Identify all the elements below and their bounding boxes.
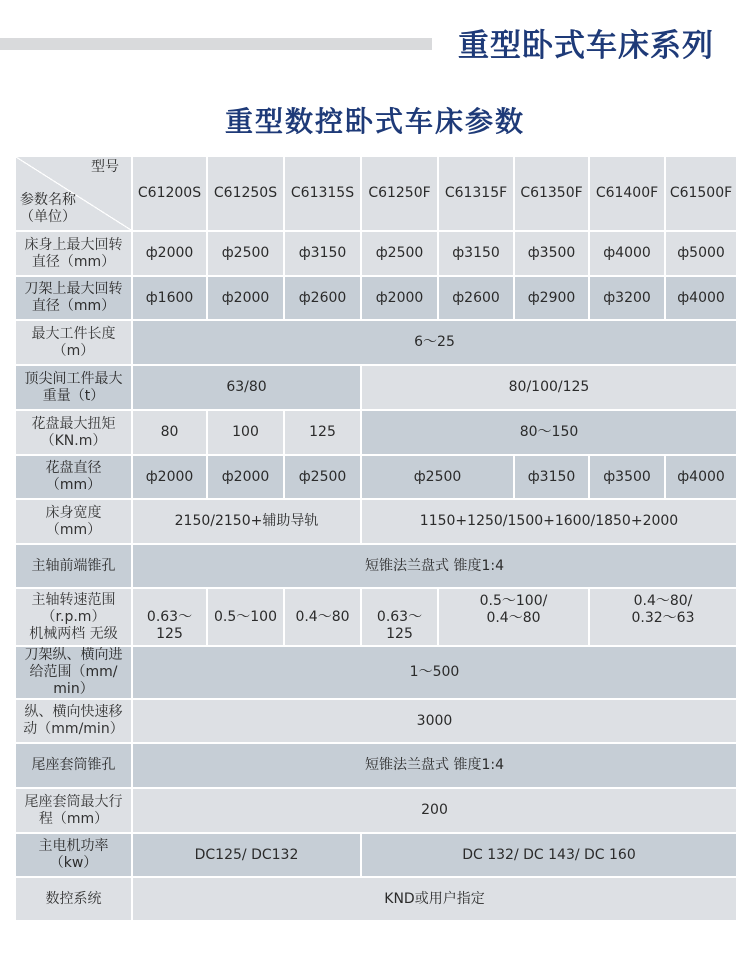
header-decor-bar (0, 38, 432, 50)
value-cell: 200 (132, 788, 737, 833)
value-cell: ф4000 (665, 276, 737, 320)
page-title: 重型数控卧式车床参数 (224, 105, 525, 138)
value-cell: ф3150 (438, 231, 514, 276)
value-cell: 2150/2150+辅助导轨 (132, 499, 361, 544)
value-cell: 0.63～125 (361, 588, 438, 646)
value-cell: ф4000 (665, 455, 737, 499)
corner-model-label: 型号 (91, 159, 119, 175)
table-row (15, 699, 737, 743)
value-cell: ф2500 (284, 455, 361, 499)
table-row (15, 455, 737, 499)
model-header: C61315S (284, 156, 361, 231)
value-cell: ф2600 (438, 276, 514, 320)
value-cell: ф2000 (207, 276, 284, 320)
value-cell: DC 132/ DC 143/ DC 160 (361, 833, 737, 877)
param-label: 尾座套筒锥孔 (15, 743, 132, 788)
param-label: 尾座套筒最大行 程（mm） (15, 788, 132, 833)
table-row (15, 743, 737, 788)
value-cell: 0.4～80 (284, 588, 361, 646)
value-cell: ф1600 (132, 276, 207, 320)
model-header: C61500F (665, 156, 737, 231)
value-cell: 0.63～125 (132, 588, 207, 646)
value-cell: ф2500 (361, 455, 514, 499)
value-cell: 80 (132, 410, 207, 455)
value-cell: ф2000 (132, 455, 207, 499)
value-cell: ф2900 (514, 276, 589, 320)
value-cell: ф2500 (361, 231, 438, 276)
value-cell: ф3150 (514, 455, 589, 499)
value-cell: 80～150 (361, 410, 737, 455)
value-cell: 6～25 (132, 320, 737, 365)
value-cell: 短锥法兰盘式 锥度1:4 (132, 544, 737, 588)
table-row (15, 544, 737, 588)
value-cell: ф2000 (361, 276, 438, 320)
param-label: 主轴前端锥孔 (15, 544, 132, 588)
param-label: 纵、横向快速移 动（mm/min） (15, 699, 132, 743)
value-cell: 1～500 (132, 646, 737, 699)
value-cell: KND或用户指定 (132, 877, 737, 921)
value-cell: ф5000 (665, 231, 737, 276)
value-cell: ф4000 (589, 231, 665, 276)
table-row (15, 410, 737, 455)
value-cell: 63/80 (132, 365, 361, 410)
table-row (15, 877, 737, 921)
model-header: C61200S (132, 156, 207, 231)
model-header: C61400F (589, 156, 665, 231)
header-corner-cell (15, 156, 132, 231)
corner-param-label: 参数名称 （单位） (20, 192, 76, 225)
value-cell: 100 (207, 410, 284, 455)
param-label: 花盘最大扭矩 （KN.m） (15, 410, 132, 455)
param-label: 最大工件长度 （m） (15, 320, 132, 365)
param-label: 床身宽度 （mm） (15, 499, 132, 544)
param-label: 刀架纵、横向进 给范围（mm/ min） (15, 646, 132, 699)
param-label: 床身上最大回转 直径（mm） (15, 231, 132, 276)
param-label: 数控系统 (15, 877, 132, 921)
table-row (15, 499, 737, 544)
param-label: 花盘直径 （mm） (15, 455, 132, 499)
table-row (15, 231, 737, 276)
model-header: C61350F (514, 156, 589, 231)
value-cell: ф3500 (589, 455, 665, 499)
table-row (15, 788, 737, 833)
value-cell: ф2000 (132, 231, 207, 276)
value-cell: ф2000 (207, 455, 284, 499)
param-label: 刀架上最大回转 直径（mm） (15, 276, 132, 320)
model-header: C61315F (438, 156, 514, 231)
value-cell: 0.5～100 (207, 588, 284, 646)
table-row (15, 833, 737, 877)
value-cell: 125 (284, 410, 361, 455)
table-row (15, 365, 737, 410)
param-label: 顶尖间工件最大 重量（t） (15, 365, 132, 410)
value-cell: 0.4～80/ 0.32～63 (589, 588, 737, 646)
model-header: C61250F (361, 156, 438, 231)
spec-table (14, 155, 738, 922)
value-cell: ф2500 (207, 231, 284, 276)
table-row (15, 156, 737, 231)
model-header: C61250S (207, 156, 284, 231)
param-label: 主轴转速范围 （r.p.m） 机械两档 无级 (15, 588, 132, 646)
table-row (15, 588, 737, 646)
value-cell: ф3500 (514, 231, 589, 276)
table-row (15, 276, 737, 320)
value-cell: ф3150 (284, 231, 361, 276)
value-cell: 80/100/125 (361, 365, 737, 410)
series-title: 重型卧式车床系列 (458, 28, 714, 64)
value-cell: 短锥法兰盘式 锥度1:4 (132, 743, 737, 788)
value-cell: ф2600 (284, 276, 361, 320)
value-cell: ф3200 (589, 276, 665, 320)
table-row (15, 320, 737, 365)
value-cell: 3000 (132, 699, 737, 743)
table-row (15, 646, 737, 699)
value-cell: DC125/ DC132 (132, 833, 361, 877)
param-label: 主电机功率 （kw） (15, 833, 132, 877)
value-cell: 0.5～100/ 0.4～80 (438, 588, 589, 646)
value-cell: 1150+1250/1500+1600/1850+2000 (361, 499, 737, 544)
